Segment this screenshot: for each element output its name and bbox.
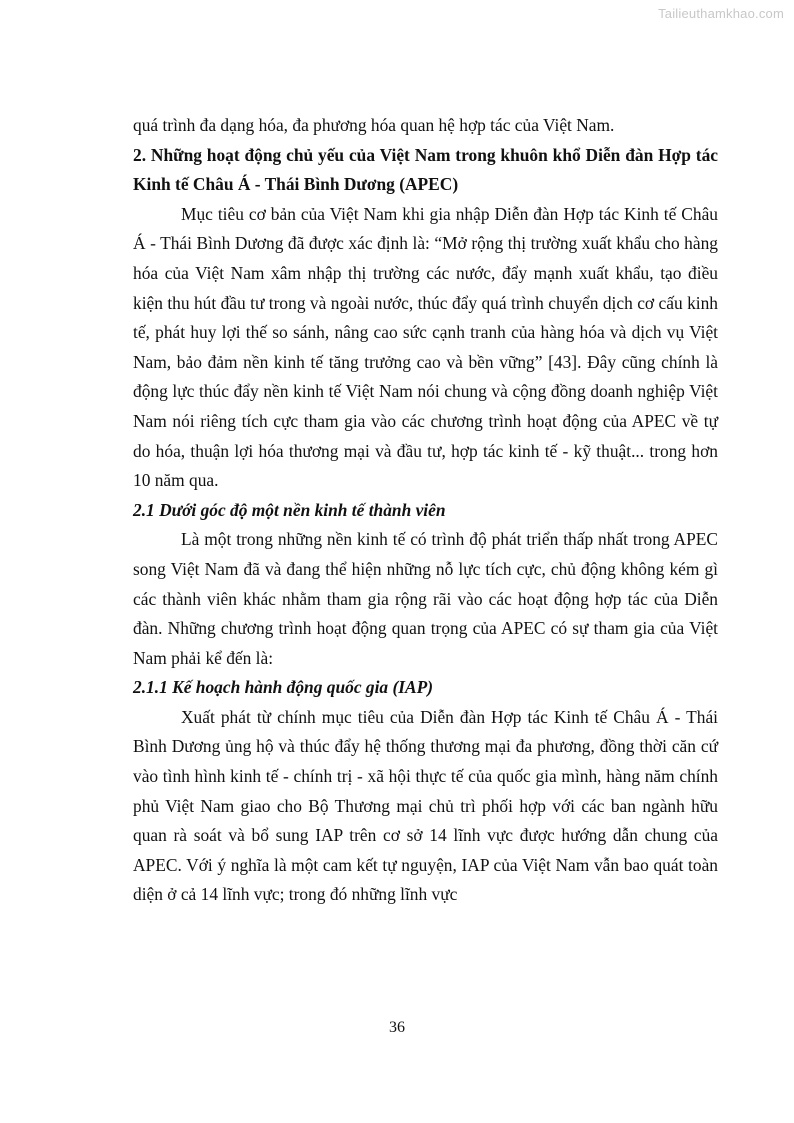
page-number: 36: [389, 1019, 405, 1036]
paragraph-member-economy: Là một trong những nền kinh tế có trình độ phát triển thấp nhất trong APEC song Việt Nam đã và đang thể hiện những nỗ lực tích cực, chủ động không kém gì các thành viên khác nhằm tham gia rộng rãi vào các hoạt động hợp tác của Diễn đàn. Những chương trình hoạt động quan trọng của APEC có sự tham gia của Việt Nam phải kể đến là:: [133, 529, 718, 668]
subsection-heading-2-1: 2.1 Dưới góc độ một nền kinh tế thành viên: [133, 499, 446, 520]
paragraph-continuation: quá trình đa dạng hóa, đa phương hóa quan hệ hợp tác của Việt Nam.: [133, 115, 615, 135]
subsection-heading-2-1-1: 2.1.1 Kế hoạch hành động quốc gia (IAP): [133, 677, 434, 698]
paragraph-iap: Xuất phát từ chính mục tiêu của Diễn đàn Hợp tác Kinh tế Châu Á - Thái Bình Dương ủng hộ và thúc đẩy hệ thống thương mại đa phương, đồng thời căn cứ vào tình hình kinh tế - chính trị - xã hội thực tế của quốc gia mình, hàng năm chính phủ Việt Nam giao cho Bộ Thương mại chủ trì phối hợp với các ban ngành hữu quan rà soát và bổ sung IAP trên cơ sở 14 lĩnh vực được hướng dẫn chung của APEC. Với ý nghĩa là một cam kết tự nguyện, IAP của Việt Nam vẫn bao quát toàn diện ở cả 14 lĩnh vực; trong đó những lĩnh vực: [133, 706, 718, 905]
page-body: [133, 111, 718, 910]
section-heading-2: 2. Những hoạt động chủ yếu của Việt Nam trong khuôn khổ Diễn đàn Hợp tác Kinh tế Châu Á - Thái Bình Dương (APEC): [133, 144, 718, 195]
paragraph-objectives: Mục tiêu cơ bản của Việt Nam khi gia nhập Diễn đàn Hợp tác Kinh tế Châu Á - Thái Bình Dương đã được xác định là: “Mở rộng thị trường xuất khẩu cho hàng hóa của Việt Nam xâm nhập thị trường các nước, đẩy mạnh xuất khẩu, tạo điều kiện thu hút đầu tư trong và ngoài nước, thúc đẩy quá trình chuyển dịch cơ cấu kinh tế, phát huy lợi thế so sánh, nâng cao sức cạnh tranh của hàng hóa và dịch vụ Việt Nam, bảo đảm nền kinh tế tăng trưởng cao và bền vững” [43]. Đây cũng chính là động lực thúc đẩy nền kinh tế Việt Nam nói chung và cộng đồng doanh nghiệp Việt Nam nói riêng tích cực tham gia vào các chương trình hoạt động của APEC về tự do hóa, thuận lợi hóa thương mại và đầu tư, hợp tác kinh tế - kỹ thuật... trong hơn 10 năm qua.: [133, 203, 718, 491]
watermark: Tailieuthamkhao.com: [658, 6, 784, 21]
